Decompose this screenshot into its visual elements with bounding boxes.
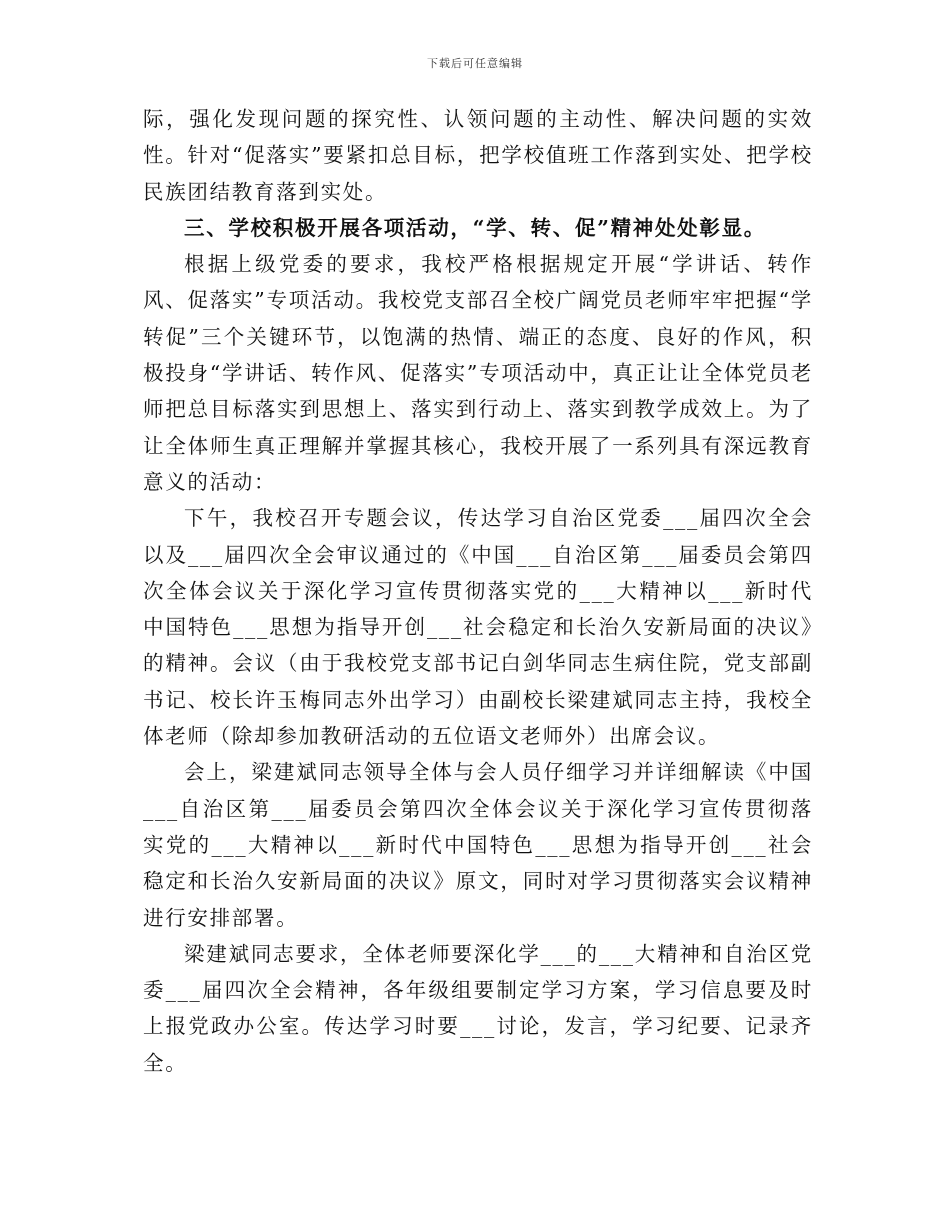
document-body [143, 101, 813, 1081]
paragraph-requirements: 梁建斌同志要求，全体老师要深化学___的___大精神和自治区党委___届四次全会精神，各年级组要制定学习方案，学习信息要及时上报党政办公室。传达学习时要___讨论，发言，学习纪要、记录齐全。 [143, 941, 813, 1075]
section-heading: 三、学校积极开展各项活动，“学、转、促”精神处处彰显。 [184, 215, 766, 240]
paragraph-activity-intro: 根据上级党委的要求，我校严格根据规定开展“学讲话、转作风、促落实”专项活动。我校党支部召全校广阔党员老师牢牢把握“学转促”三个关键环节，以饱满的热情、端正的态度、良好的作风，积极投身“学讲话、转作风、促落实”专项活动中，真正让让全体党员老师把总目标落实到思想上、落实到行动上、落实到教学成效上。为了让全体师生真正理解并掌握其核心，我校开展了一系列具有深远教育意义的活动： [143, 252, 813, 494]
paragraph-meeting: 下午，我校召开专题会议，传达学习自治区党委___届四次全会以及___届四次全会审议通过的《中国___自治区第___届委员会第四次全体会议关于深化学习宣传贯彻落实党的___大精神以___新时代中国特色___思想为指导开创___社会稳定和长治久安新局面的决议》的精神。会议（由于我校党支部书记白剑华同志生病住院，党支部副书记、校长许玉梅同志外出学习）由副校长梁建斌同志主持，我校全体老师（除却参加教研活动的五位语文老师外）出席会议。 [143, 506, 813, 749]
paragraph-continuation: 际，强化发现问题的探究性、认领问题的主动性、解决问题的实效性。针对“促落实”要紧扣总目标，把学校值班工作落到实处、把学校民族团结教育落到实处。 [143, 107, 813, 204]
paragraph-meeting-study: 会上，梁建斌同志领导全体与会人员仔细学习并详细解读《中国___自治区第___届委员会第四次全体会议关于深化学习宣传贯彻落实党的___大精神以___新时代中国特色___思想为指导开创___社会稳定和长治久安新局面的决议》原文，同时对学习贯彻落实会议精神进行安排部署。 [143, 760, 813, 930]
page-header: 下载后可任意编辑 [427, 57, 523, 70]
